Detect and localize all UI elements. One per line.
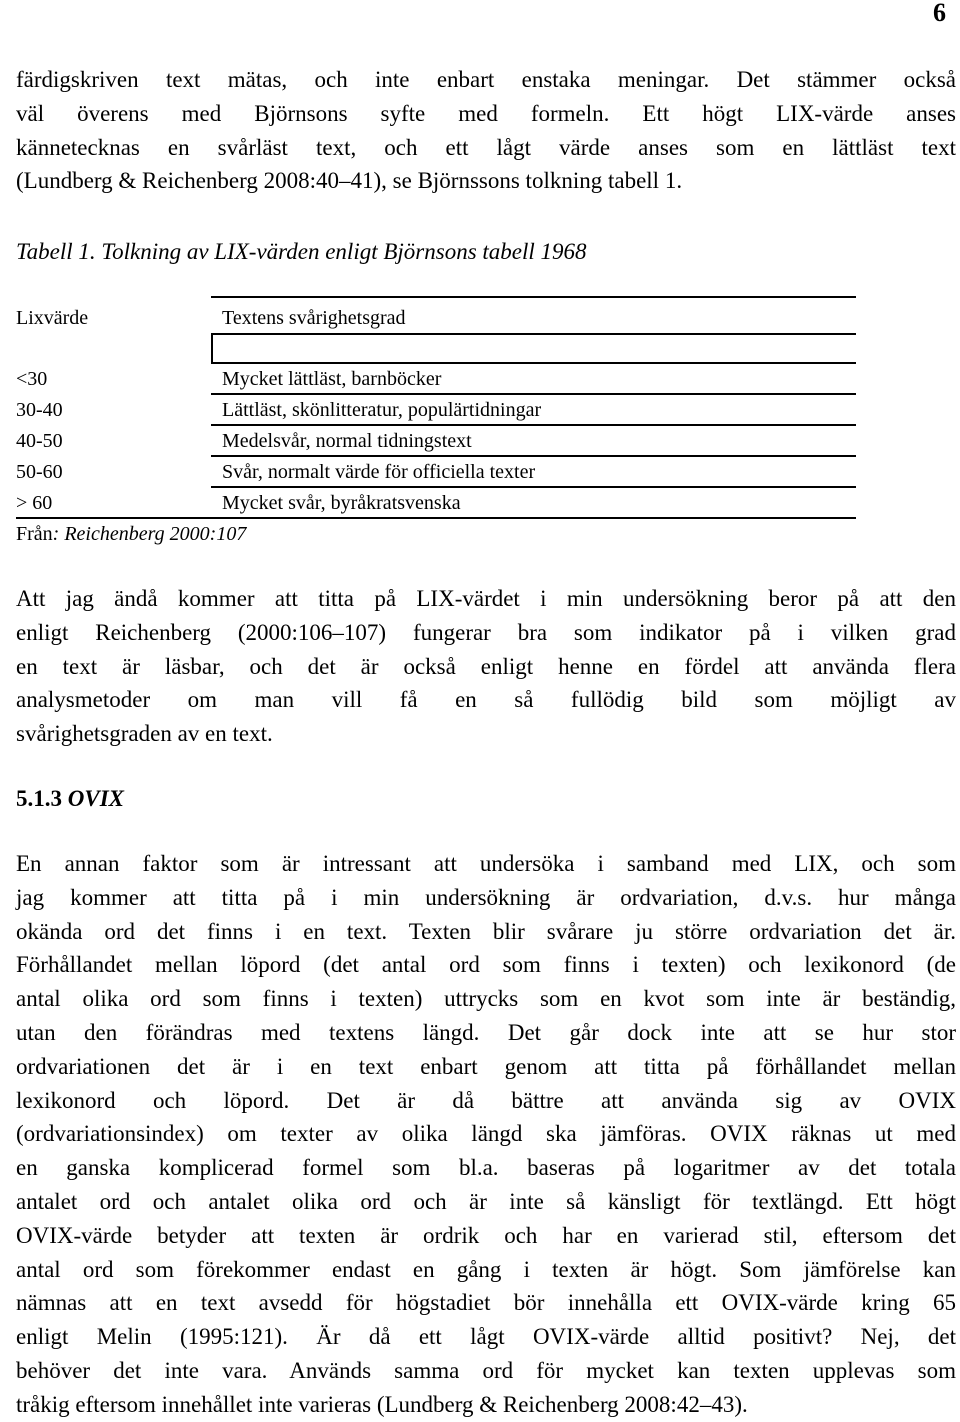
paragraph-line: (Lundberg & Reichenberg 2008:40–41), se Björnssons tolkning tabell 1. — [16, 168, 683, 194]
paragraph-line: enligt Melin (1995:121). Är då ett lågt OVIX-värde alltid positivt? Nej, det — [16, 1324, 956, 1350]
paragraph-line: OVIX-värde betyder att texten är ordrik och har en varierad stil, eftersom det — [16, 1222, 956, 1248]
table-source-colon: : Reichenberg 2000:107 — [52, 523, 247, 545]
paragraph-line: (ordvariationsindex) om texter av olika längd ska jämföras. OVIX räknas ut med — [16, 1121, 956, 1147]
table-cell: Svår, normalt värde för officiella texter — [222, 461, 536, 483]
section-heading — [16, 782, 124, 816]
paragraph-line: jag kommer att titta på i min undersökning är ordvariation, d.v.s. hur många — [16, 884, 956, 910]
paragraph-line: en text är läsbar, och det är också enligt henne en fördel att använda flera — [16, 653, 956, 679]
table-cell: 40-50 — [16, 430, 63, 452]
table-top-rule — [211, 296, 856, 298]
table-source — [16, 522, 246, 546]
table-cell: 30-40 — [16, 399, 63, 421]
table-column-divider — [211, 333, 213, 363]
paragraph-line: lexikonord och löpord. Det är då bättre att använda sig av OVIX — [16, 1087, 956, 1113]
paragraph-line: tråkig eftersom innehållet inte varieras (Lundberg & Reichenberg 2008:42–43). — [16, 1391, 748, 1417]
table-cell: > 60 — [16, 492, 53, 514]
paragraph-line: svårighetsgraden av en text. — [16, 721, 273, 747]
section-number: 5.1.3 — [16, 786, 62, 811]
paragraph-line: enligt Reichenberg (2000:106–107) fungerar bra som indikator på i vilken grad — [16, 619, 956, 645]
paragraph-line: En annan faktor som är intressant att undersöka i samband med LIX, och som — [16, 851, 956, 876]
table-caption: Tabell 1. Tolkning av LIX-värden enligt Björnsons tabell 1968 — [16, 239, 587, 264]
paragraph-line: färdigskriven text mätas, och inte enbart enstaka meningar. Det stämmer också — [16, 67, 956, 92]
table-header-svarighetsgrad: Textens svårighetsgrad — [222, 307, 406, 329]
page-number: 6 — [933, 0, 946, 27]
paragraph-line: en ganska komplicerad formel som bl.a. baseras på logaritmer av det totala — [16, 1155, 956, 1181]
paragraph-line: Att jag ändå kommer att titta på LIX-värdet i min undersökning beror på att den — [16, 586, 956, 611]
section-title: OVIX — [67, 786, 124, 811]
table-source-label: Från — [16, 523, 53, 545]
paragraph-line: väl överens med Björnsons syfte med formeln. Ett högt LIX-värde anses — [16, 100, 956, 126]
table-body-top-rule — [211, 362, 856, 364]
table-row-rule — [211, 424, 856, 426]
paragraph-line: antalet ord och antalet olika ord och är inte så känsligt för textlängd. Ett högt — [16, 1188, 956, 1214]
paragraph-line: Förhållandet mellan löpord (det antal ord som finns i texten) och lexikonord (de — [16, 952, 956, 978]
paragraph-line: behöver det inte vara. Används samma ord för mycket kan texten upplevas som — [16, 1357, 956, 1383]
table-cell: <30 — [16, 368, 48, 390]
table-row-rule — [211, 455, 856, 457]
table-cell: Lättläst, skönlitteratur, populärtidningar — [222, 399, 542, 421]
table-cell: 50-60 — [16, 461, 63, 483]
table-row-rule — [211, 486, 856, 488]
paragraph-line: analysmetoder om man vill få en så fullödig bild som möjligt av — [16, 687, 956, 713]
paragraph-line: kännetecknas en svårläst text, och ett lågt värde anses som en lättläst text — [16, 134, 956, 160]
ovix-paragraph — [16, 847, 956, 1422]
table-cell: Medelsvår, normal tidningstext — [222, 430, 472, 452]
paragraph-line: nämnas att en text avsedd för högstadiet bör innehålla ett OVIX-värde kring 65 — [16, 1290, 956, 1316]
paragraph-line: ordvariationen det är i en text enbart genom att titta på förhållandet mellan — [16, 1053, 956, 1079]
lix-discussion-paragraph — [16, 582, 956, 751]
table-cell: Mycket lättläst, barnböcker — [222, 368, 442, 390]
paragraph-line: antal olika ord som finns i texten) uttrycks som en kvot som inte är beständig, — [16, 986, 956, 1012]
table-cell: Mycket svår, byråkratsvenska — [222, 492, 461, 514]
paragraph-line: utan den förändras med textens längd. Det går dock inte att se hur stor — [16, 1019, 956, 1045]
paragraph-line: antal ord som förekommer endast en gång i texten är högt. Som jämförelse kan — [16, 1256, 956, 1282]
table-header-rule — [211, 333, 856, 335]
intro-paragraph — [16, 63, 956, 198]
table-header-lixvarde: Lixvärde — [16, 307, 89, 329]
paragraph-line: okända ord det finns i en text. Texten blir svårare ju större ordvariation det är. — [16, 918, 956, 944]
table-row-rule — [211, 393, 856, 395]
table-bottom-rule — [16, 517, 856, 519]
